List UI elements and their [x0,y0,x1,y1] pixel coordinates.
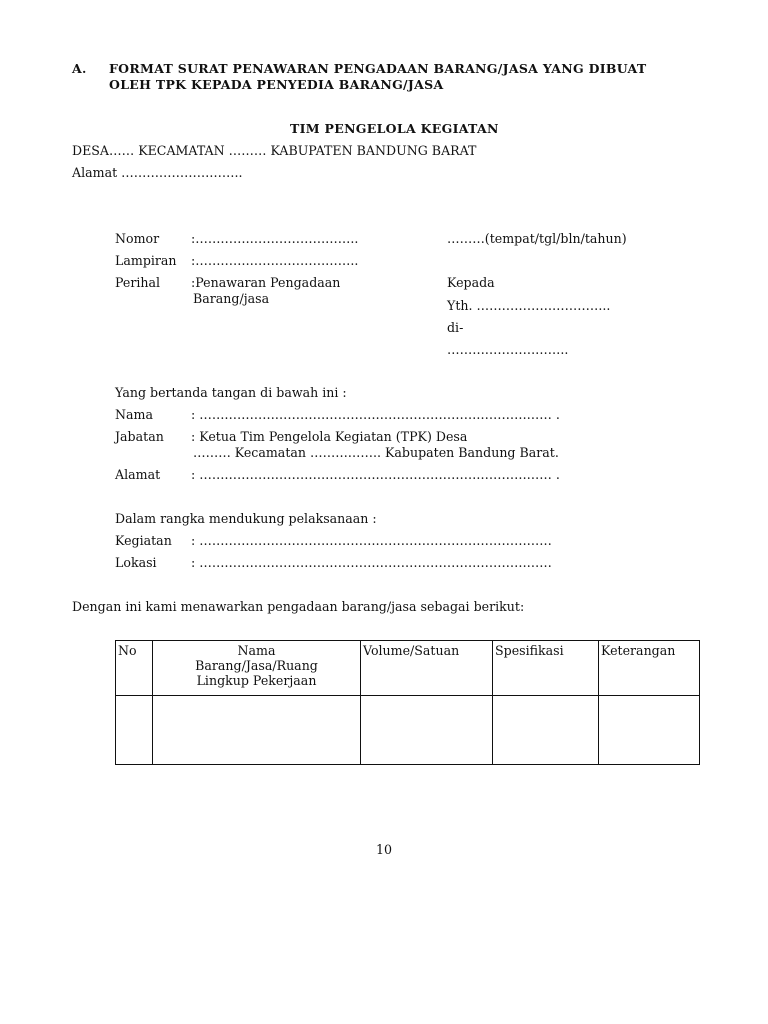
lokasi-label: Lokasi [115,555,157,570]
alamat-label: Alamat [115,467,161,482]
nomor-label: Nomor [115,231,160,246]
perihal-value-line2: Barang/jasa [193,291,270,306]
table-cell-nama [153,696,361,765]
place-date: ………(tempat/tgl/bln/tahun) [447,231,627,246]
lampiran-label: Lampiran [115,253,177,268]
table-cell-volume [361,696,493,765]
col-no-header: No [116,641,153,696]
col-volume-header: Volume/Satuan [361,641,493,696]
perihal-value-line1: :Penawaran Pengadaan [191,275,341,290]
table-cell-keterangan [599,696,700,765]
letterhead-address: Alamat ……………………….. [72,165,243,180]
signer-intro: Yang bertanda tangan di bawah ini : [115,385,347,400]
offer-intro: Dengan ini kami menawarkan pengadaan barang/jasa sebagai berikut: [72,599,525,614]
letterhead-org: TIM PENGELOLA KEGIATAN [290,121,499,136]
section-title-line1: FORMAT SURAT PENAWARAN PENGADAAN BARANG/JASA YANG DIBUAT [109,61,647,76]
section-title-line2: OLEH TPK KEPADA PENYEDIA BARANG/JASA [109,77,444,92]
nama-value: : ………………………………………………………………………… . [191,407,560,422]
letterhead-region: DESA…… KECAMATAN ……… KABUPATEN BANDUNG BARAT [72,143,477,158]
kegiatan-label: Kegiatan [115,533,172,548]
lokasi-value: : ………………………………………………………………………… [191,555,552,570]
di-value: ……………………….. [447,342,569,357]
col-nama-line3: Lingkup Pekerjaan [196,673,317,688]
jabatan-label: Jabatan [115,429,164,444]
nomor-value: :………….…………………….. [191,231,359,246]
jabatan-value-line2: ……… Kecamatan …………….. Kabupaten Bandung Barat. [193,445,559,460]
yth: Yth. ………………………….. [447,298,611,313]
table-row [116,696,700,765]
kepada: Kepada [447,275,495,290]
table-header-row [116,641,700,696]
nama-label: Nama [115,407,153,422]
col-nama-header [153,641,361,696]
table-cell-spesifikasi [493,696,599,765]
offer-table [115,640,700,765]
di: di- [447,320,464,335]
jabatan-value-line1: : Ketua Tim Pengelola Kegiatan (TPK) Desa [191,429,468,444]
section-letter: A. [72,61,87,76]
table-cell-no [116,696,153,765]
page-number: 10 [376,842,393,857]
kegiatan-value: : ………………………………………………………………………… [191,533,552,548]
col-keterangan-header: Keterangan [599,641,700,696]
lampiran-value: :………….…………………….. [191,253,359,268]
perihal-label: Perihal [115,275,161,290]
alamat-value: : ………………………………………………………………………… . [191,467,560,482]
col-nama-line1: Nama [237,643,276,658]
support-intro: Dalam rangka mendukung pelaksanaan : [115,511,377,526]
col-spesifikasi-header: Spesifikasi [493,641,599,696]
col-nama-line2: Barang/Jasa/Ruang [195,658,318,673]
